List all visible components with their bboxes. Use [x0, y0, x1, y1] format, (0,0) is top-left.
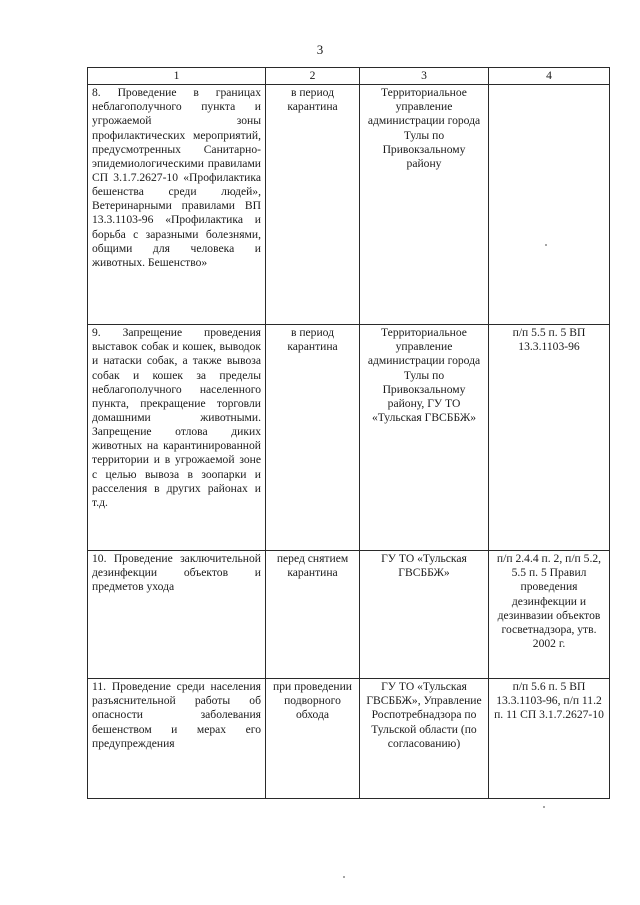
responsible-cell: Территориальное управление администрации города Тулы по Привокзальному району, ГУ ТО «Тульская ГВСББЖ» — [360, 325, 489, 551]
measure-cell: 11. Проведение среди населения разъяснительной работы об опасности заболевания бешенством и мерах его предупреждения — [88, 679, 266, 799]
table-header-row — [88, 68, 610, 85]
basis-cell: п/п 2.4.4 п. 2, п/п 5.2, 5.5 п. 5 Правил проведения дезинфекции и дезинвазии объектов госветнадзора, утв. 2002 г. — [489, 551, 610, 679]
scan-speck — [343, 876, 345, 878]
column-header-1: 1 — [88, 68, 266, 85]
basis-cell — [489, 85, 610, 325]
responsible-cell: ГУ ТО «Тульская ГВСББЖ», Управление Роспотребнадзора по Тульской области (по согласованию) — [360, 679, 489, 799]
responsible-cell: Территориальное управление администрации города Тулы по Привокзальному району — [360, 85, 489, 325]
responsible-cell: ГУ ТО «Тульская ГВСББЖ» — [360, 551, 489, 679]
term-cell: в период карантина — [266, 325, 360, 551]
scan-speck — [545, 244, 547, 246]
term-cell: в период карантина — [266, 85, 360, 325]
term-cell: при проведении подворного обхода — [266, 679, 360, 799]
measure-cell: 8. Проведение в границах неблагополучного пункта и угрожаемой зоны профилактических мероприятий, предусмотренных Санитарно-эпидемиологическими правилами СП 3.1.7.2627-10 «Профилактика бешенства среди людей», Ветеринарными правилами ВП 13.3.1103-96 «Профилактика и борьба с заразными болезнями, общими для человека и животных. Бешенство» — [88, 85, 266, 325]
basis-cell: п/п 5.5 п. 5 ВП 13.3.1103-96 — [489, 325, 610, 551]
measure-cell: 10. Проведение заключительной дезинфекции объектов и предметов ухода — [88, 551, 266, 679]
table-row — [88, 551, 610, 679]
table-row — [88, 325, 610, 551]
measures-table — [87, 67, 610, 799]
page-number: 3 — [316, 42, 324, 57]
column-header-3: 3 — [360, 68, 489, 85]
table-row — [88, 679, 610, 799]
table-row — [88, 85, 610, 325]
term-cell: перед снятием карантина — [266, 551, 360, 679]
column-header-4: 4 — [489, 68, 610, 85]
basis-cell: п/п 5.6 п. 5 ВП 13.3.1103-96, п/п 11.2 п. 11 СП 3.1.7.2627-10 — [489, 679, 610, 799]
column-header-2: 2 — [266, 68, 360, 85]
scan-speck — [543, 806, 545, 808]
measure-cell: 9. Запрещение проведения выставок собак и кошек, выводок и натаски собак, а также вывоза собак и кошек за пределы неблагополучного населенного пункта, прекращение торговли домашними животными. Запрещение отлова диких животных на карантинированной территории и в угрожаемой зоне с целью вывоза в зоопарки и расселения в других районах и т.д. — [88, 325, 266, 551]
